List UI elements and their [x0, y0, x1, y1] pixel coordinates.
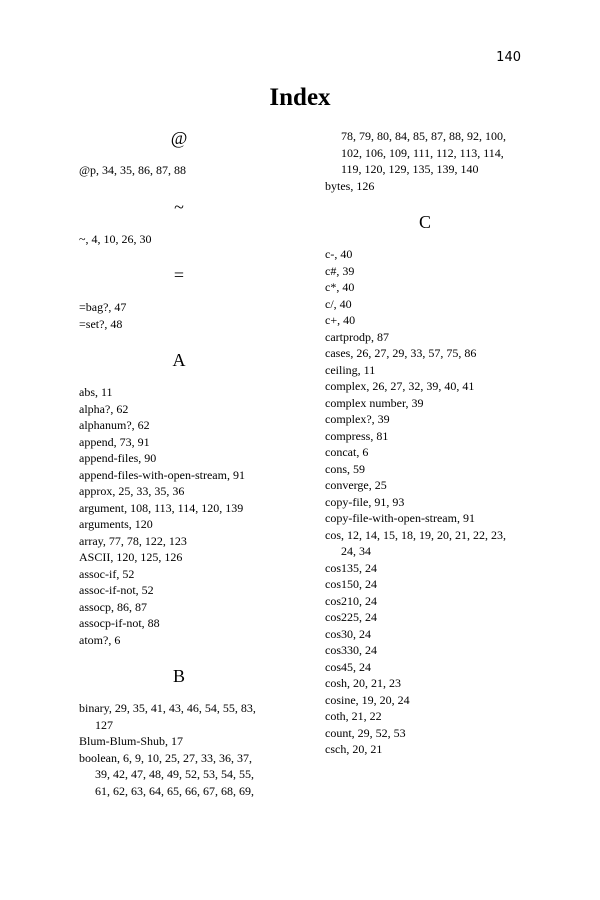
entry-text: ASCII, 120, 125, 126 — [79, 550, 183, 564]
index-section — [79, 666, 279, 799]
entry-continuation: 61, 62, 63, 64, 65, 66, 67, 68, 69, — [95, 783, 254, 798]
index-entry — [79, 549, 279, 566]
index-section — [325, 178, 525, 195]
index-entry — [325, 510, 525, 527]
entry-text: =set?, 48 — [79, 316, 123, 331]
index-entry — [79, 516, 279, 533]
entry-text: cos210, 24 — [325, 593, 377, 608]
entry-text: @p, 34, 35, 86, 87, 88 — [79, 163, 187, 177]
index-title: Index — [269, 84, 331, 111]
index-entry — [325, 741, 525, 758]
index-entry — [79, 582, 279, 599]
entry-text: assocp-if-not, 88 — [79, 616, 160, 630]
index-entry — [79, 750, 279, 800]
entry-text: converge, 25 — [325, 478, 387, 492]
index-entry — [79, 231, 279, 248]
entry-text: ~, 4, 10, 26, 30 — [79, 231, 152, 246]
entry-text: assocp, 86, 87 — [79, 599, 147, 614]
entry-text: assoc-if-not, 52 — [79, 583, 154, 597]
index-entry — [325, 725, 525, 742]
entry-text: binary, 29, 35, 41, 43, 46, 54, 55, 83, — [79, 701, 256, 715]
index-entry — [79, 632, 279, 649]
index-entry — [325, 576, 525, 593]
entry-text: complex, 26, 27, 32, 39, 40, 41 — [325, 379, 475, 393]
entry-text: c#, 39 — [325, 263, 355, 278]
entry-list — [325, 246, 525, 758]
entry-text: copy-file-with-open-stream, 91 — [325, 511, 475, 525]
index-entry — [79, 500, 279, 517]
index-entry — [325, 279, 525, 296]
index-entry — [325, 345, 525, 362]
entry-text: copy-file, 91, 93 — [325, 494, 405, 509]
entry-continuation: 24, 34 — [341, 544, 371, 558]
entry-list — [79, 700, 279, 799]
index-section — [79, 197, 279, 248]
index-entry — [325, 411, 525, 428]
section-letter: @ — [170, 128, 188, 148]
index-entry — [325, 246, 525, 263]
entry-text: boolean, 6, 9, 10, 25, 27, 33, 36, 37, — [79, 750, 252, 765]
index-entry — [79, 566, 279, 583]
index-entry — [325, 675, 525, 692]
index-entry — [79, 483, 279, 500]
entry-text: cartprodp, 87 — [325, 329, 389, 344]
entry-continuation: 102, 106, 109, 111, 112, 113, 114, — [341, 145, 504, 160]
entry-text: c+, 40 — [325, 313, 356, 327]
entry-text: Blum-Blum-Shub, 17 — [79, 734, 184, 748]
index-column-right — [325, 128, 525, 758]
entry-text: cosine, 19, 20, 24 — [325, 692, 410, 707]
index-entry — [325, 296, 525, 313]
section-letter: = — [173, 265, 185, 285]
index-entry — [325, 444, 525, 461]
index-entry — [325, 593, 525, 610]
index-entry — [79, 599, 279, 616]
continued-entry — [325, 128, 525, 178]
entry-text: argument, 108, 113, 114, 120, 139 — [79, 500, 244, 515]
index-entry — [79, 417, 279, 434]
entry-text: bytes, 126 — [325, 178, 375, 193]
index-entry — [325, 609, 525, 626]
entry-text: abs, 11 — [79, 385, 113, 399]
index-entry — [79, 384, 279, 401]
index-entry — [325, 692, 525, 709]
entry-text: atom?, 6 — [79, 632, 121, 647]
index-entry — [325, 708, 525, 725]
entry-text: complex number, 39 — [325, 395, 424, 410]
entry-text: cos45, 24 — [325, 659, 371, 674]
index-section — [325, 212, 525, 758]
entry-text: compress, 81 — [325, 428, 389, 443]
entry-list — [79, 231, 279, 248]
index-entry — [325, 659, 525, 676]
index-entry — [79, 299, 279, 316]
index-entry — [79, 615, 279, 632]
entry-text: arguments, 120 — [79, 517, 153, 531]
entry-text: ceiling, 11 — [325, 362, 376, 377]
entry-text: alphanum?, 62 — [79, 418, 150, 432]
entry-text: c*, 40 — [325, 280, 355, 294]
entry-list — [79, 384, 279, 648]
section-letter: ~ — [174, 196, 184, 217]
entry-text: c-, 40 — [325, 247, 353, 261]
index-entry — [79, 434, 279, 451]
entry-text: cosh, 20, 21, 23 — [325, 676, 401, 690]
index-entry — [79, 450, 279, 467]
entry-text: cos225, 24 — [325, 610, 377, 624]
entry-text: array, 77, 78, 122, 123 — [79, 533, 187, 548]
index-column-left — [79, 128, 279, 799]
entry-continuation: 78, 79, 80, 84, 85, 87, 88, 92, 100, — [341, 129, 506, 143]
entry-text: cos, 12, 14, 15, 18, 19, 20, 21, 22, 23, — [325, 527, 506, 542]
index-entry — [325, 560, 525, 577]
index-entry — [325, 378, 525, 395]
index-entry — [325, 461, 525, 478]
entry-continuation: 39, 42, 47, 48, 49, 52, 53, 54, 55, — [95, 767, 254, 781]
entry-text: csch, 20, 21 — [325, 742, 383, 756]
section-gap — [79, 332, 279, 350]
entry-list — [325, 178, 525, 195]
index-section — [79, 350, 279, 648]
index-entry — [79, 533, 279, 550]
entry-text: assoc-if, 52 — [79, 566, 135, 581]
index-entry — [325, 527, 525, 560]
entry-text: alpha?, 62 — [79, 401, 129, 416]
page-number: 140 — [496, 50, 521, 65]
section-gap — [79, 247, 279, 265]
index-entry — [325, 178, 525, 195]
index-entry — [325, 642, 525, 659]
entry-text: c/, 40 — [325, 296, 352, 311]
entry-text: cos330, 24 — [325, 643, 377, 657]
entry-text: =bag?, 47 — [79, 300, 127, 314]
index-entry — [325, 626, 525, 643]
index-section — [79, 128, 279, 179]
index-entry — [79, 401, 279, 418]
index-entry — [79, 316, 279, 333]
index-entry — [79, 467, 279, 484]
section-gap — [79, 179, 279, 197]
entry-list — [79, 299, 279, 332]
section-gap — [325, 194, 525, 212]
entry-text: append, 73, 91 — [79, 434, 150, 449]
index-section — [79, 265, 279, 332]
index-entry — [325, 362, 525, 379]
index-entry — [79, 700, 279, 733]
entry-text: cons, 59 — [325, 461, 365, 476]
section-letter: A — [172, 350, 186, 370]
index-entry — [325, 263, 525, 280]
index-entry — [325, 494, 525, 511]
entry-text: approx, 25, 33, 35, 36 — [79, 484, 185, 498]
entry-continuation: 127 — [95, 717, 113, 732]
entry-text: concat, 6 — [325, 445, 369, 459]
index-entry — [79, 162, 279, 179]
entry-text: append-files-with-open-stream, 91 — [79, 467, 245, 482]
entry-text: cos135, 24 — [325, 560, 377, 575]
entry-text: cos150, 24 — [325, 577, 377, 591]
section-letter: C — [418, 212, 431, 232]
index-entry — [325, 428, 525, 445]
index-entry — [325, 329, 525, 346]
index-entry — [79, 733, 279, 750]
entry-text: cases, 26, 27, 29, 33, 57, 75, 86 — [325, 346, 477, 360]
entry-text: append-files, 90 — [79, 451, 157, 465]
entry-text: coth, 21, 22 — [325, 709, 382, 723]
index-entry — [325, 395, 525, 412]
entry-text: count, 29, 52, 53 — [325, 725, 406, 740]
index-entry — [325, 477, 525, 494]
entry-text: cos30, 24 — [325, 626, 371, 641]
entry-text: complex?, 39 — [325, 412, 390, 426]
entry-list — [79, 162, 279, 179]
index-entry — [325, 312, 525, 329]
entry-continuation: 119, 120, 129, 135, 139, 140 — [341, 162, 479, 176]
section-letter: B — [172, 666, 185, 686]
section-gap — [79, 648, 279, 666]
